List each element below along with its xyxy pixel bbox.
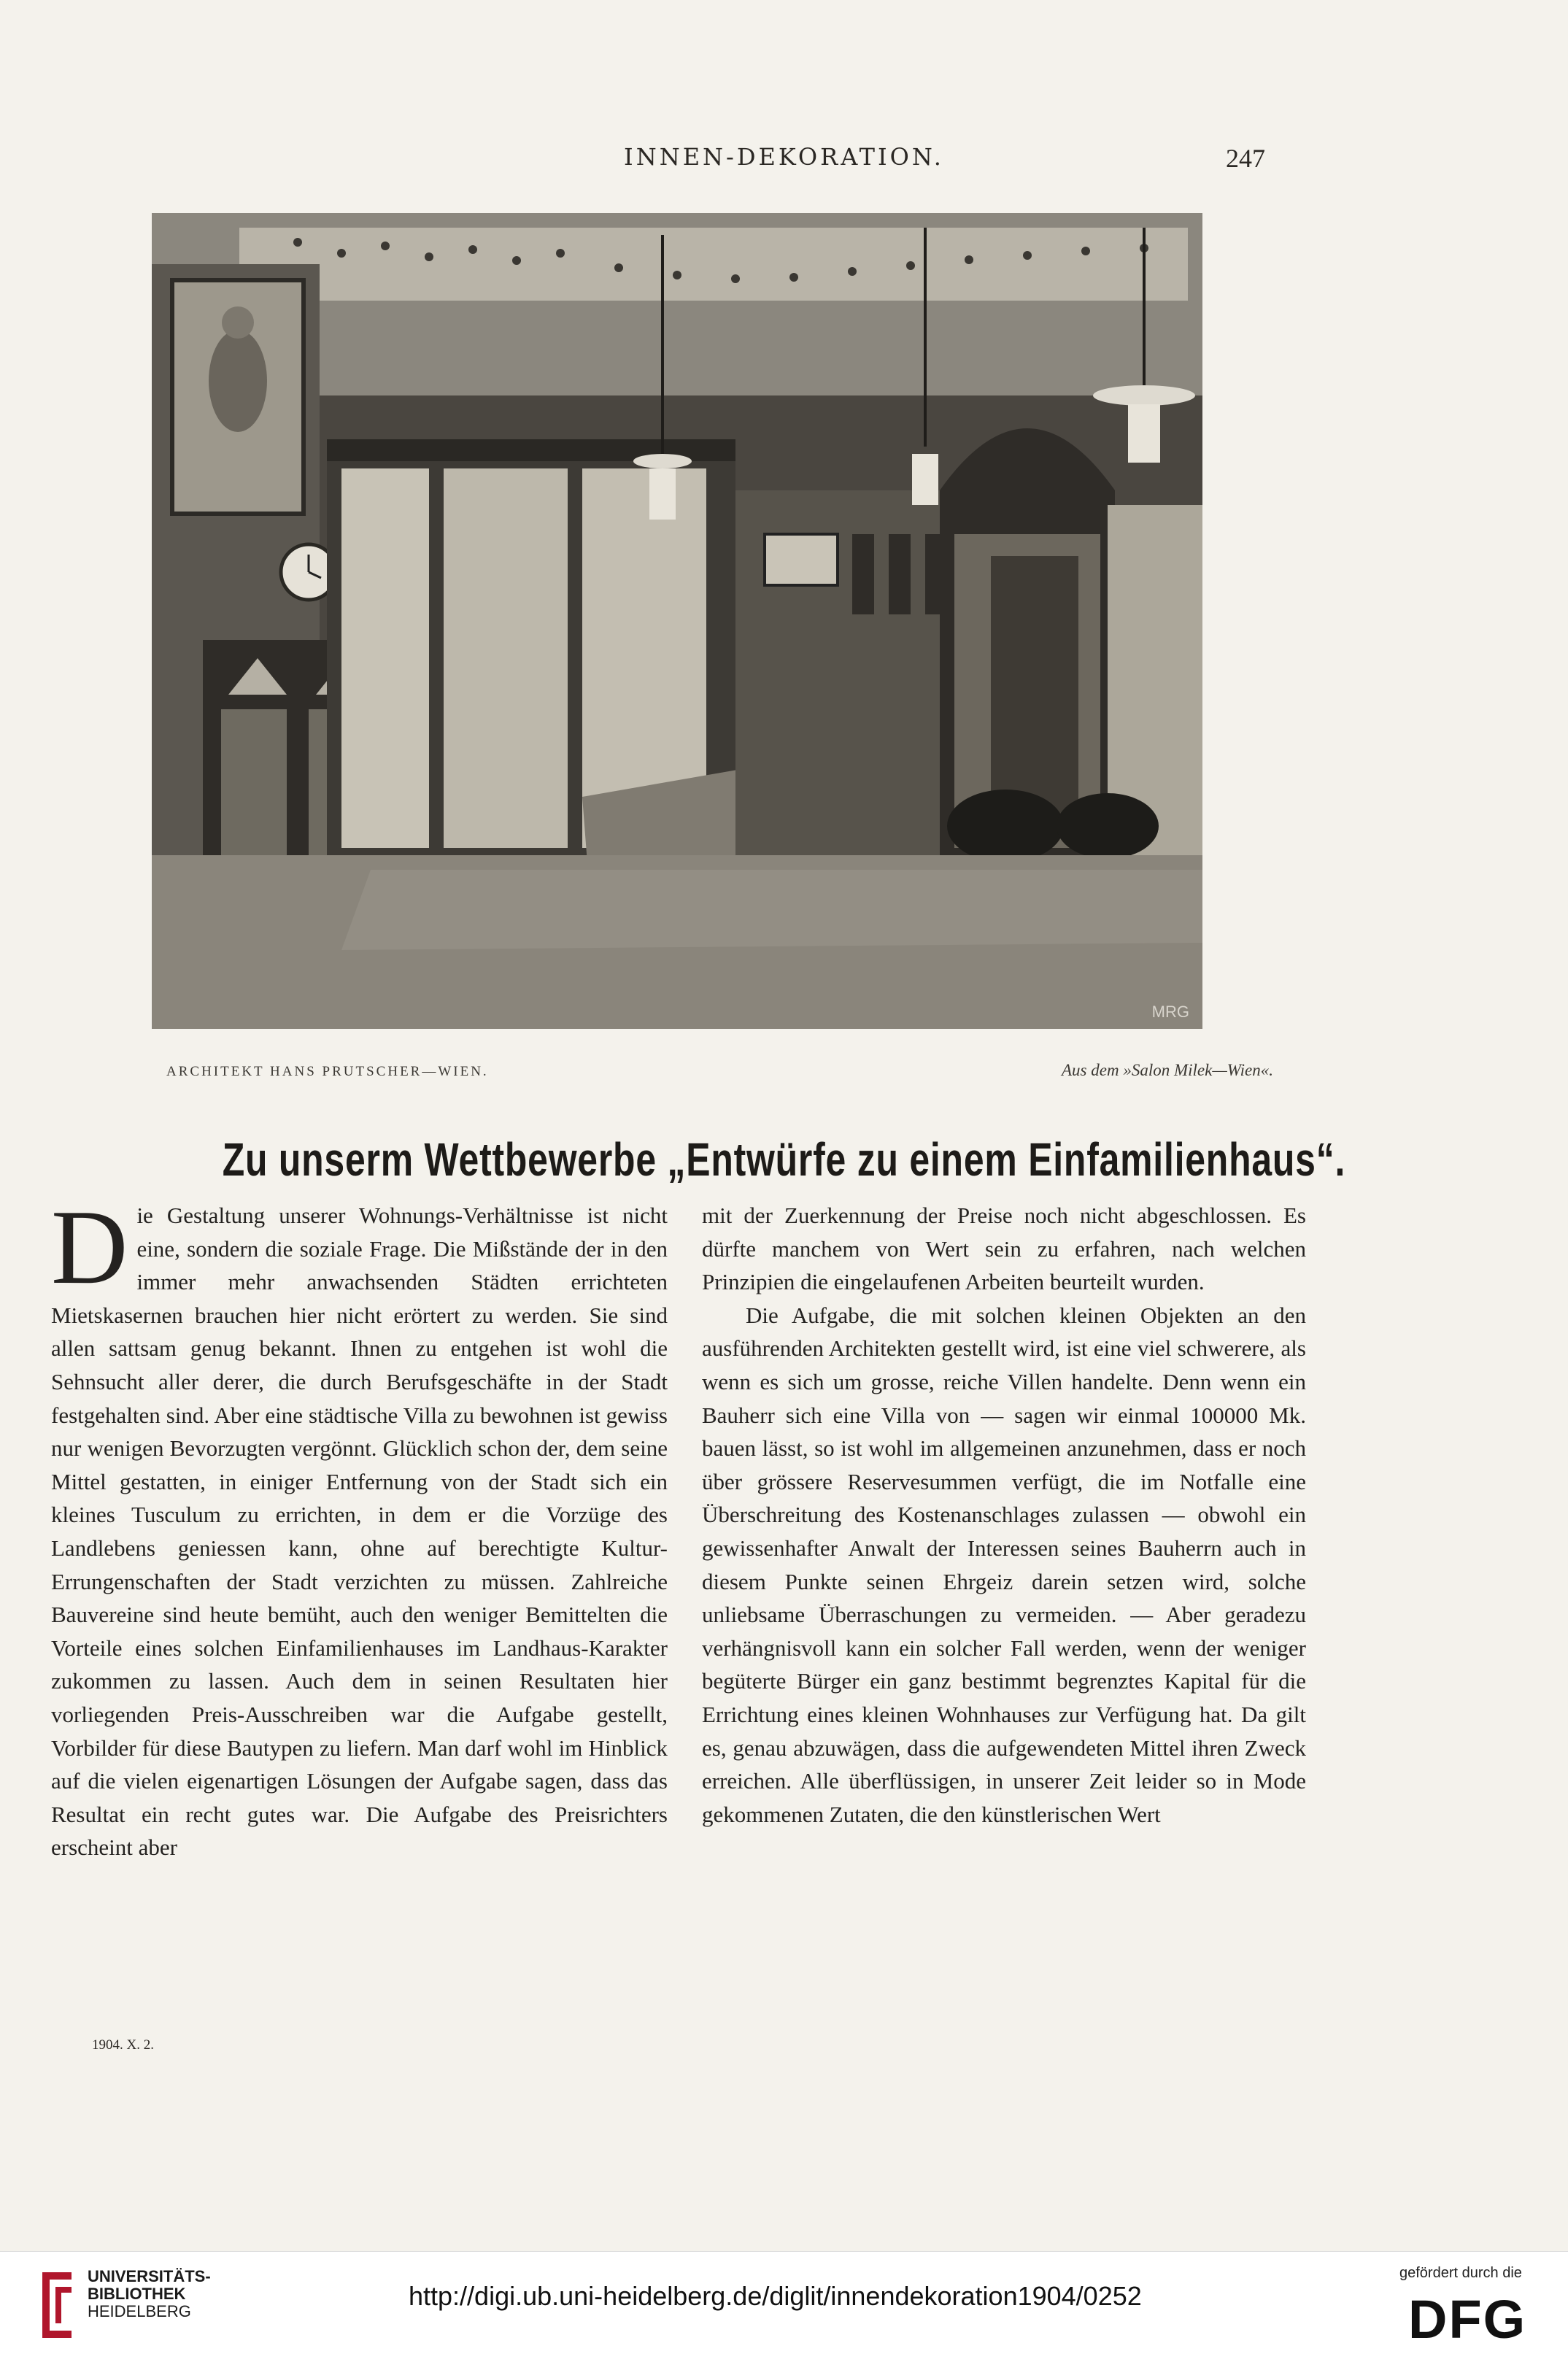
left-paragraph-1: ie Gestaltung unserer Wohnungs-Verhältnisse ist nicht eine, sondern die soziale Frage. Die Mißstände der in den immer mehr anwachsenden Städten errichteten Mietskasernen brauchen hier nicht erörtert zu werden. Sie sind allen sattsam genug bekannt. Ihnen zu entgehen ist wohl die Sehnsucht aller derer, die durch Berufsgeschäfte in der Stadt festgehalten sind. Aber eine städtische Villa zu bewohnen ist gewiss nur wenigen Bevorzugten vergönnt. Glücklich schon der, dem seine Mittel gestatten, in einiger Entfernung von der Stadt sich ein kleines Tusculum zu errichten, in dem er die Vorzüge des Landlebens geniessen kann, ohne auf berechtigte Kultur-Errungenschaften der Stadt verzichten zu müssen. Zahlreiche Bauvereine sind heute bemüht, auch den weniger Bemittelten die Vorteile eines solchen Einfamilienhauses im Landhaus-Karakter zukommen zu lassen. Auch dem in seinen Resultaten hier vorliegenden Preis-Ausschreiben war die Aufgabe gestellt, Vorbilder für diese Bautypen zu liefern. Man darf wohl im Hinblick auf die vielen eigenartigen Lösungen der Aufgabe sagen, dass das Resultat ein recht gutes war. Die Aufgabe des Preisrichters erscheint aber [51, 1203, 668, 1861]
library-line-3: HEIDELBERG [88, 2302, 191, 2320]
library-line-2: BIBLIOTHEK [88, 2285, 186, 2303]
right-paragraph-1: mit der Zuerkennung der Preise noch nicht abgeschlossen. Es dürfte manchem von Wert sein zu erfahren, nach welchen Prinzipien die eingelaufenen Arbeiten beurteilt wurden. [702, 1203, 1306, 1295]
issue-signature: 1904. X. 2. [92, 2037, 154, 2053]
salon-interior-image [152, 213, 1202, 1029]
interior-photograph [152, 213, 1202, 1029]
library-line-1: UNIVERSITÄTS- [88, 2267, 211, 2285]
page-number: 247 [1226, 144, 1265, 173]
university-library-logo-icon [35, 2265, 79, 2345]
photo-caption-architect: ARCHITEKT HANS PRUTSCHER—WIEN. [166, 1064, 489, 1079]
photo-caption-source: Aus dem »Salon Milek—Wien«. [1062, 1061, 1274, 1079]
digitization-footer [0, 2251, 1568, 2362]
dfg-logo: DFG [1408, 2289, 1527, 2350]
university-library-name [88, 2268, 211, 2320]
drop-cap: D [51, 1188, 128, 1306]
funding-note: gefördert durch die [1399, 2265, 1522, 2281]
right-paragraph-2: Die Aufgabe, die mit solchen kleinen Objekten an den ausführenden Architekten gestellt wird, ist eine viel schwerere, als wenn es sich um grosse, reiche Villen handelte. Denn wenn ein Bauherr sich eine Villa von — sagen wir einmal 100000 Mk. bauen lässt, so ist wohl im allgemeinen anzunehmen, dass er noch über grössere Reservesummen verfügt, die im Notfalle eine Überschreitung des Kostenanschlages zulassen — obwohl ein gewissenhafter Anwalt der Interessen seines Bauherrn auch in diesem Punkte seinen Ehrgeiz darein setzen wird, solche unliebsame Überraschungen zu vermeiden. — Aber geradezu verhängnisvoll kann ein solcher Fall werden, wenn der weniger begüterte Bürger ein ganz bestimmt begrenztes Kapital für die Errichtung eines kleinen Wohnhauses zur Verfügung hat. Da gilt es, genau abzuwägen, dass die aufgewendeten Mittel ihren Zweck erreichen. Alle überflüssigen, in unserer Zeit leider so in Mode gekommenen Zutaten, die den künstlerischen Wert [702, 1302, 1306, 1827]
left-text-column [51, 1188, 668, 1864]
article-title: Zu unserm Wettbewerbe „Entwürfe zu einem Einfamilienhaus“. [222, 1133, 1346, 1186]
permalink-url[interactable]: http://digi.ub.uni-heidelberg.de/diglit/innendekoration1904/0252 [409, 2281, 1142, 2311]
photographer-monogram: MRG [1151, 1003, 1189, 1021]
running-title: INNEN-DEKORATION. [624, 143, 944, 171]
right-text-column [702, 1199, 1306, 1831]
